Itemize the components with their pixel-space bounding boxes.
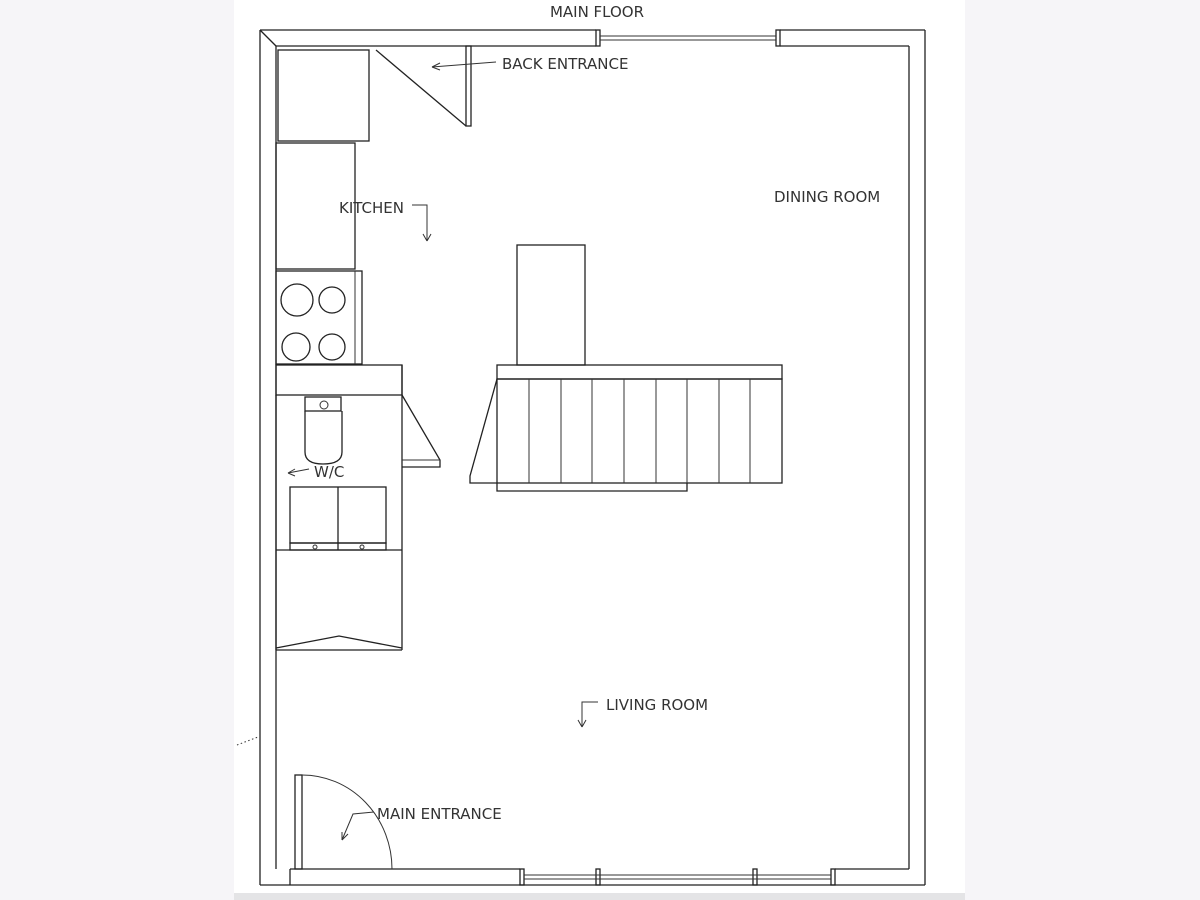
- living-room-arrow: [578, 702, 598, 727]
- floor-title: MAIN FLOOR: [549, 3, 645, 21]
- dotted-mark: [237, 737, 258, 745]
- toilet-icon: [305, 397, 342, 464]
- dining-room-label: DINING ROOM: [774, 188, 881, 206]
- back-entrance-label: BACK ENTRANCE: [502, 55, 629, 73]
- top-window: [596, 30, 780, 46]
- wc-label: W/C: [314, 463, 345, 481]
- staircase: [470, 245, 782, 491]
- back-entrance-door: [376, 46, 471, 126]
- main-entrance-label: MAIN ENTRANCE: [377, 805, 502, 823]
- closet: [276, 636, 402, 650]
- stove-burner-icon: [319, 334, 345, 360]
- kitchen-label: KITCHEN: [339, 199, 404, 217]
- stove-burner-icon: [281, 284, 313, 316]
- bottom-window: [520, 869, 835, 885]
- washer-dryer: [276, 487, 402, 550]
- wc-arrow: [288, 469, 309, 476]
- stove-burner-icon: [282, 333, 310, 361]
- living-room-label: LIVING ROOM: [606, 696, 709, 714]
- wc-room: [276, 365, 440, 650]
- stove-burner-icon: [319, 287, 345, 313]
- kitchen-arrow: [412, 205, 431, 241]
- back-entrance-arrow: [432, 62, 496, 70]
- stove: [281, 284, 345, 361]
- main-entrance-arrow: [342, 812, 374, 840]
